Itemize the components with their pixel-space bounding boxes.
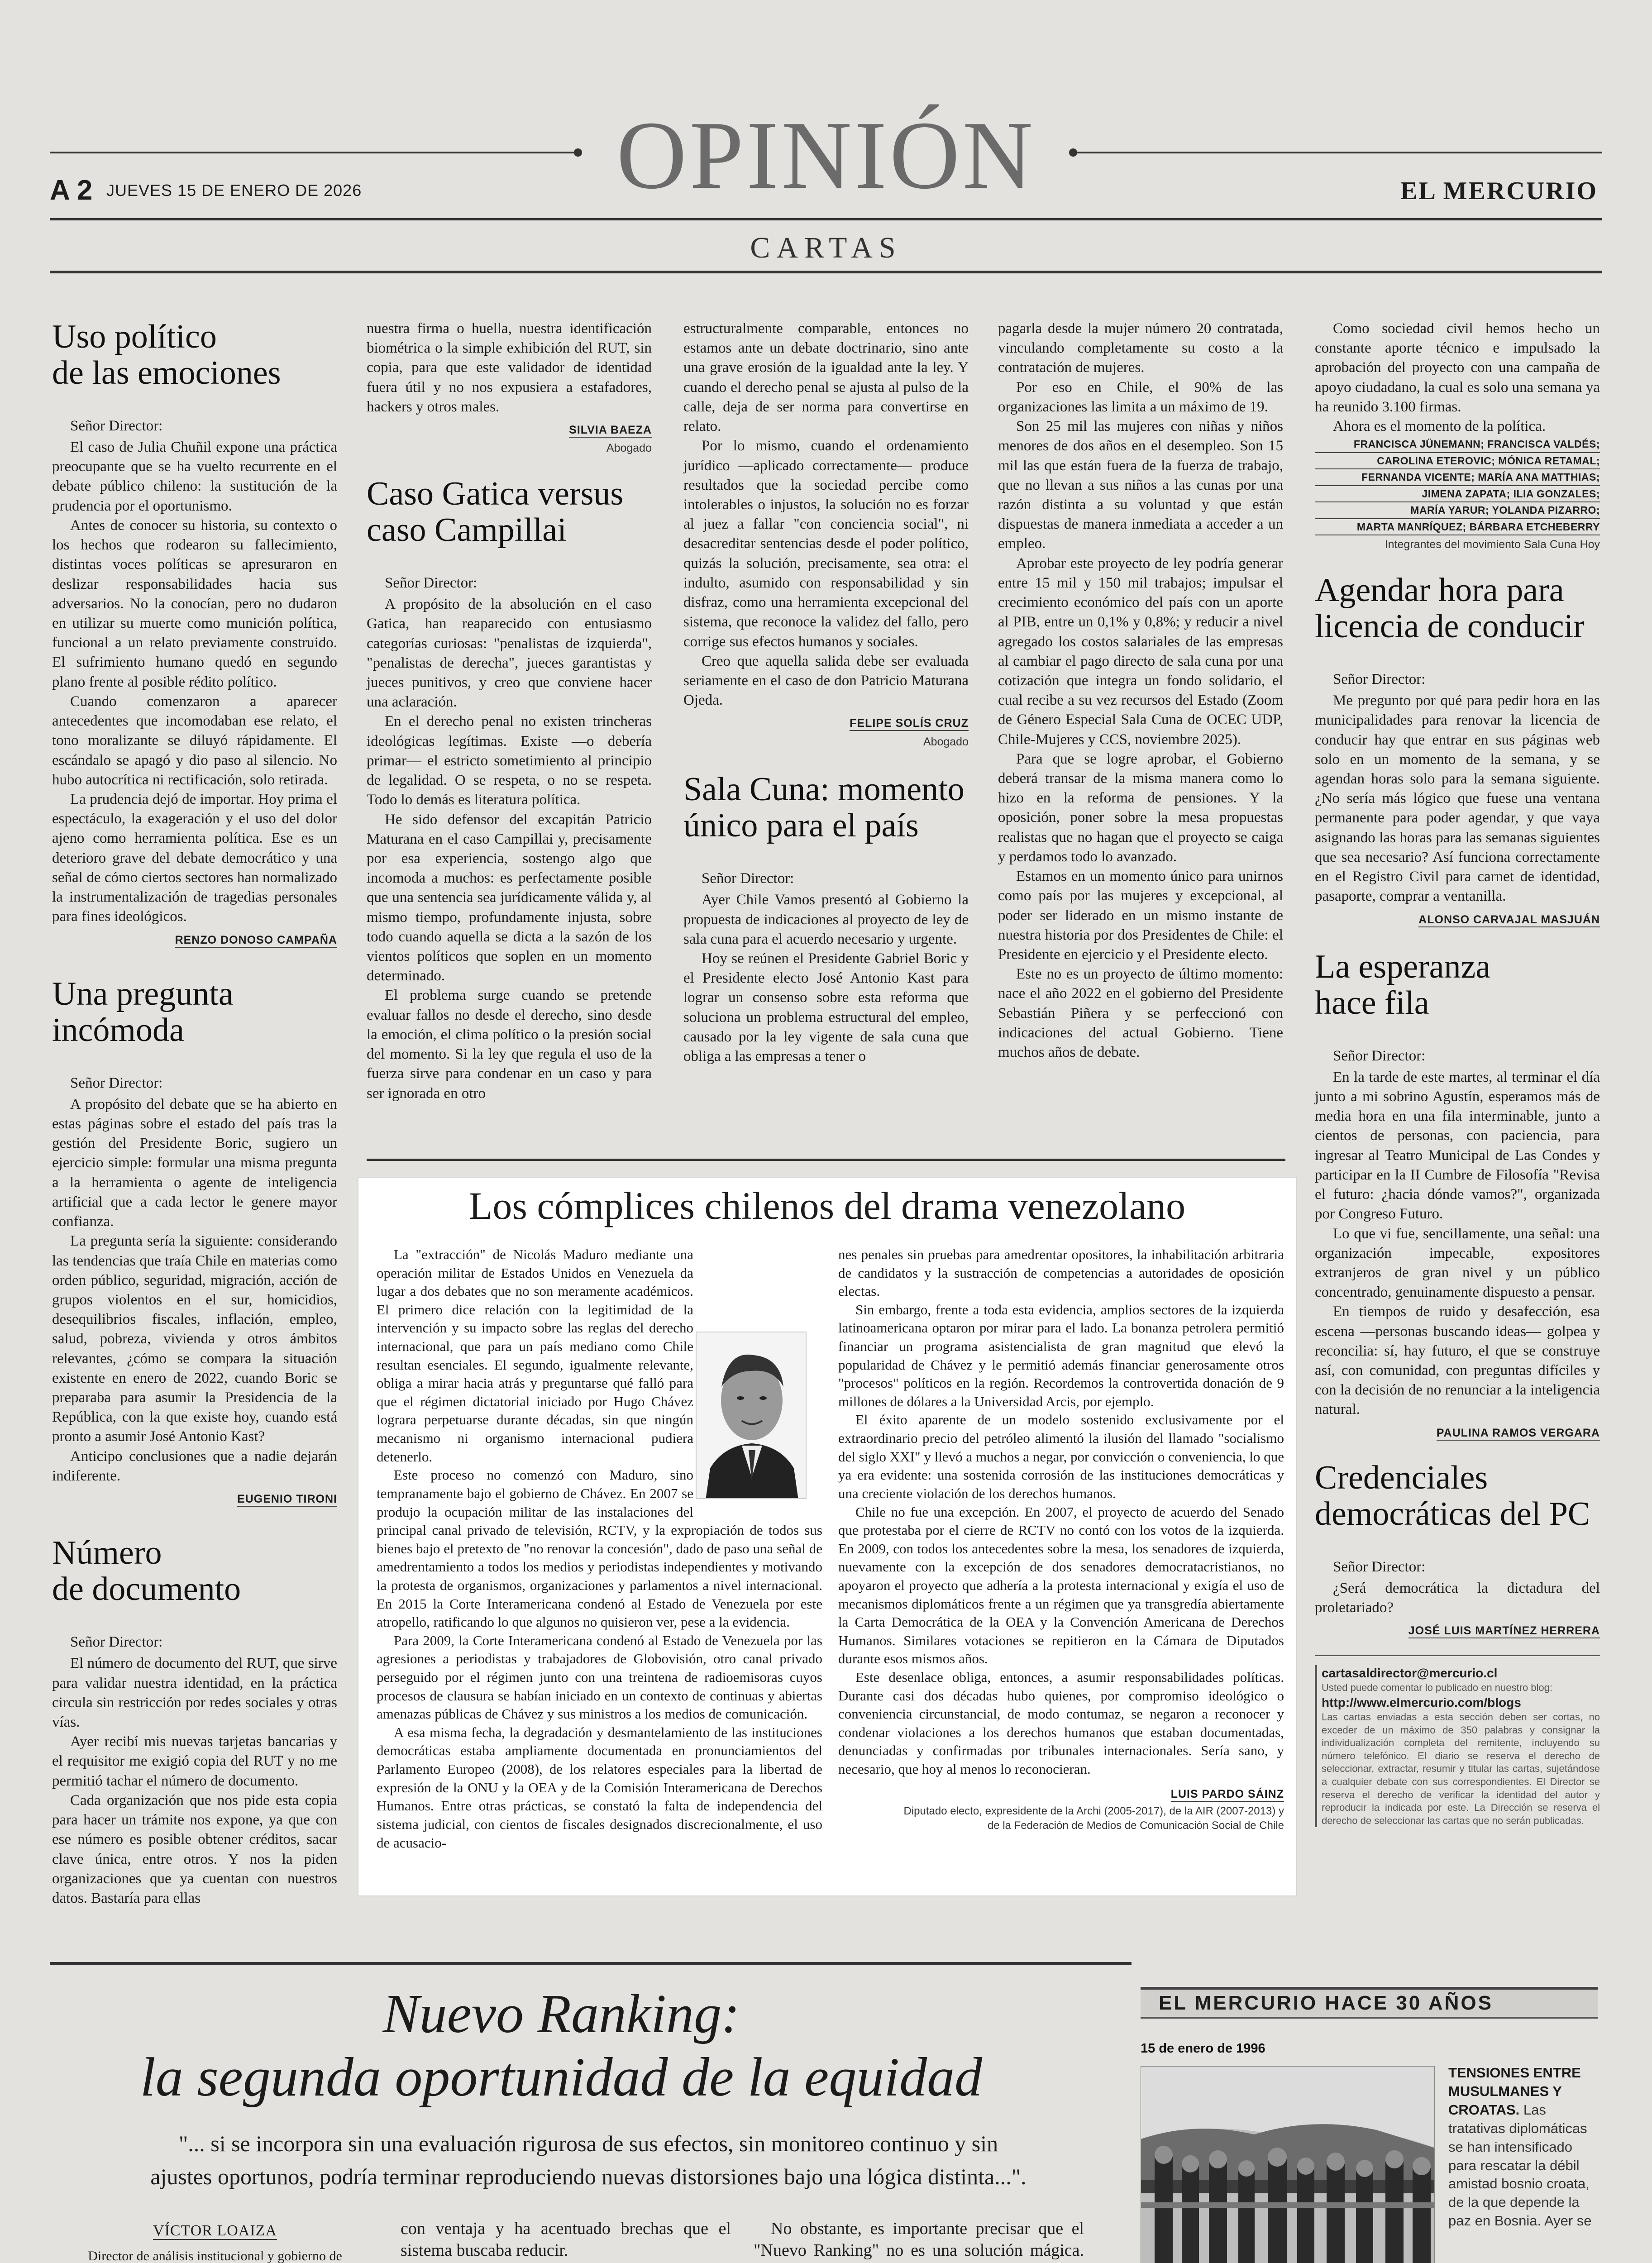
letter-paragraph: La pregunta sería la siguiente: considerando las tendencias que traía Chile en materias como orden público, seguridad, migración, acción de grupos violentos en el sur, homicidios, desequilibrios fiscales, inflación, empleo, salud, pobreza, vivienda y otros ámbitos relevantes, ¿cómo se compara la situación existente en enero de 2022, cuando Boric se preparaba para asumir la Presidencia de la República, con la que existe hoy, cuando está pronto a asumir José Antonio Kast? bbox=[52, 1233, 337, 1445]
letter-signature: RENZO DONOSO CAMPAÑA bbox=[175, 934, 337, 948]
letter-paragraph: Hoy se reúnen el Presidente Gabriel Boric y el Presidente electo José Antonio Kast para lograr un consenso sobre esta reforma que soluciona un problema estructural del empleo, causado por la ley vigente de sala cuna que obliga a las empresas a tener o bbox=[683, 950, 969, 1065]
letters-column-4 bbox=[998, 319, 1283, 1062]
letter-paragraph: ¿Será democrática la dictadura del proletariado? bbox=[1315, 1580, 1600, 1616]
blog-link[interactable]: http://www.elmercurio.com/blogs bbox=[1322, 1695, 1521, 1709]
letter-paragraph: Como sociedad civil hemos hecho un constante aporte técnico e impulsado la aprobación del proyecto con una campaña de apoyo ciudadano, la cual es solo una semana ya ha reunido 3.100 firmas. bbox=[1315, 320, 1600, 415]
archive-30-date: 15 de enero de 1996 bbox=[1141, 2041, 1265, 2056]
letter-greeting: Señor Director: bbox=[385, 574, 477, 591]
letter-paragraph: En tiempos de ruido y desafección, esa escena —personas buscando ideas— golpea y reconcilia: sí, hay futuro, el que se construye así, con comunidad, con preguntas difíciles y con la decisión de no renunciar a la inteligencia natural. bbox=[1315, 1303, 1600, 1418]
feature-paragraph: El éxito aparente de un modelo sostenido exclusivamente por el extraordinario precio del petróleo alimentó la ilusión del llamado "socialismo del siglo XXI" y llevó a muchos a negar, por convicción o conveniencia, lo que ya era evidente: una sostenida corrosión de las instituciones democráticas y una creciente violación de los derechos humanos. bbox=[838, 1412, 1284, 1501]
newspaper-name: EL MERCURIO bbox=[1400, 177, 1598, 205]
section-title: OPINIÓN bbox=[616, 101, 1036, 209]
letter-paragraph: Para que se logre aprobar, el Gobierno deberá transar de la misma manera como lo hizo en la reforma de pensiones. Y la oposición, poner sobre la mesa propuestas realistas que no hagan que el proyecto se caiga y perdamos todo lo avanzado. bbox=[998, 750, 1283, 865]
feature-paragraph: Para 2009, la Corte Interamericana condenó al Estado de Venezuela por las agresiones a periodistas y trabajadores de Globovisión, otro canal privado perseguido por el régimen junto con una treintena de radioemisoras cuyos procesos de clausura se habían iniciado en un contexto de continuas y abiertas amenazas públicas de Chávez y sus ministros a los medios de comunicación. bbox=[377, 1632, 822, 1722]
ranking-pull-quote: "... si se incorpora sin una evaluación rigurosa de sus efectos, sin monitoreo continuo y sin ajustes oportunos, podría terminar reproduciendo nuevas distorsiones bajo una lógica distinta...". bbox=[150, 2131, 1027, 2189]
letters-email-link[interactable]: cartasaldirector@mercurio.cl bbox=[1322, 1666, 1498, 1680]
letter-signature: ALONSO CARVAJAL MASJUÁN bbox=[1418, 913, 1600, 927]
header-rule-full bbox=[50, 218, 1602, 220]
letter-title-numero: Número de documento bbox=[52, 1534, 241, 1608]
ranking-author-role: Director de análisis institucional y gobierno de bbox=[88, 2249, 342, 2263]
letter-paragraph: La prudencia dejó de importar. Hoy prima el espectáculo, la exageración y el uso del dolor ajeno como herramienta política. Ese es un deterioro grave del debate democrático y una señal de cómo ciertos sectores han normalizado la instrumentalización de tragedias personales para fines ideológicos. bbox=[52, 791, 337, 925]
feature-title: Los cómplices chilenos del drama venezolano bbox=[468, 1184, 1186, 1227]
archive-30-header: EL MERCURIO HACE 30 AÑOS bbox=[1141, 1987, 1598, 2019]
letter-title-agendar: Agendar hora para licencia de conducir bbox=[1315, 572, 1585, 645]
ranking-paragraph bbox=[401, 2262, 731, 2263]
archive-item-title: TENSIONES ENTRE MUSULMANES Y CROATAS. bbox=[1448, 2065, 1581, 2118]
letter-paragraph: Son 25 mil las mujeres con niñas y niños menores de dos años en el desempleo. Son 15 mil las que están fuera de la fuerza de trabajo, que no llevan a sus niños a las cunas por una razón distinta a su voluntad y que están dispuestas de manera inmediata a acceder a un empleo. bbox=[998, 418, 1283, 552]
letter-greeting: Señor Director: bbox=[70, 417, 163, 434]
letter-signature: CAROLINA ETEROVIC; MÓNICA RETAMAL; bbox=[1315, 453, 1600, 470]
letters-policy-note: Las cartas enviadas a esta sección deben ser cortas, no exceder de un máximo de 350 palabras y consignar la individualización completa del remitente, incluyendo su número telefónico. El diario se reserva el derecho de seleccionar, extractar, resumir y titular las cartas, sujetándose a cualquier debate con sus correspondientes. El Director se reserva el derecho de verificar la identidad del autor y reproducir la indicada por este. La Dirección se reserva el derecho de seleccionar las cartas que no serán publicadas. bbox=[1322, 1711, 1600, 1826]
letter-paragraph: Por eso en Chile, el 90% de las organizaciones las limita a un máximo de 19. bbox=[998, 379, 1283, 415]
letter-paragraph: El caso de Julia Chuñil expone una práctica preocupante que se ha vuelto recurrente en el debate público chileno: la sustitución de la prudencia por el oportunismo. bbox=[52, 439, 337, 514]
letter-signature: FERNANDA VICENTE; MARÍA ANA MATTHIAS; bbox=[1315, 469, 1600, 486]
letters-column-3 bbox=[683, 319, 969, 1066]
letter-paragraph: estructuralmente comparable, entonces no estamos ante un debate doctrinario, sino ante una grave erosión de la igualdad ante la ley. Y cuando el derecho penal se ajusta al pulso de la calle, deja de ser norma para convertirse en relato. bbox=[683, 320, 969, 435]
letter-signature: MARÍA YARUR; YOLANDA PIZARRO; bbox=[1315, 502, 1600, 519]
author-portrait bbox=[696, 1332, 807, 1499]
feature-paragraph: Este desenlace obliga, entonces, a asumir responsabilidades políticas. Durante casi dos décadas hubo quienes, por compromiso ideológico o conveniencia circunstancial, de modo contumaz, se negaron a reconocer y condenar violaciones a los derechos humanos que estaban documentadas, denunciadas y confirmadas por tribunales internacionales. Sería sano, y necesario, que hoy al menos lo reconocieran. bbox=[838, 1669, 1284, 1777]
blog-intro: Usted puede comentar lo publicado en nuestro blog: bbox=[1322, 1681, 1553, 1693]
feature-author-bio: Diputado electo, expresidente de la Archi (2005-2017), de la AIR (2007-2013) y de la Federación de Medios de Comunicación Social de Chile bbox=[903, 1805, 1284, 1832]
letter-greeting: Señor Director: bbox=[70, 1634, 163, 1651]
header-rule-left bbox=[50, 152, 579, 153]
letter-paragraph: Anticipo conclusiones que a nadie dejarán indiferente. bbox=[52, 1448, 337, 1484]
letter-signature: JIMENA ZAPATA; ILIA GONZALES; bbox=[1315, 486, 1600, 503]
letters-column-5 bbox=[1315, 319, 1600, 1827]
feature-paragraph: A esa misma fecha, la degradación y desmantelamiento de las instituciones democráticas estaba ampliamente documentada en pronunciamientos del Parlamento Europeo (2008), de los relatores especiales para la libertad de expresión de la ONU y la OEA y de la Comisión Interamericana de Derechos Humanos. Entre otras prácticas, se constató la falta de independencia del sistema judicial, con cientos de fiscales designados discrecionalmente, el uso de acusacio- bbox=[377, 1724, 822, 1851]
section-divider bbox=[50, 1962, 1132, 1965]
subsection-title: CARTAS bbox=[750, 231, 902, 264]
feature-author: LUIS PARDO SÁINZ bbox=[1171, 1788, 1284, 1802]
letter-paragraph: El número de documento del RUT, que sirve para validar nuestra identidad, en la práctica circula sin restricción por redes sociales y otras vías. bbox=[52, 1655, 337, 1731]
ranking-title: Nuevo Ranking: la segunda oportunidad de la equidad bbox=[140, 1983, 983, 2108]
letter-paragraph: Cada organización que nos pide esta copia para hacer un trámite nos expone, ya que con ese número es posible obtener créditos, sacar clave única, entre otros. Y nos la piden organizaciones que ya cuentan con nuestros datos. Bastaría para ellas bbox=[52, 1792, 337, 1906]
ranking-paragraph: No obstante, es importante precisar que el "Nuevo Ranking" no es una solución mágica. bbox=[754, 2219, 1084, 2260]
letter-role: Integrantes del movimiento Sala Cuna Hoy bbox=[1385, 538, 1600, 551]
feature-paragraph: La "extracción" de Nicolás Maduro mediante una operación militar de Estados Unidos en Venezuela da lugar a dos debates que no son meramente académicos. El primero dice relación con la legitimidad de la intervención y su impacto sobre las reglas del derecho internacional, que para un país mediano como Chile resultan esenciales. El segundo, igualmente relevante, obliga a mirar hacia atrás y preguntarse qué falló para que el régimen dictatorial iniciado por Hugo Chávez lograra perpetuarse durante décadas, sin que ningún mecanismo ni organismo internacional pudiera detenerlo. bbox=[377, 1246, 693, 1465]
ranking-column-3 bbox=[754, 2218, 1084, 2263]
letter-paragraph: Ayer Chile Vamos presentó al Gobierno la propuesta de indicaciones al proyecto de ley de sala cuna para el acuerdo necesario y urgente. bbox=[683, 892, 969, 947]
letters-column-2 bbox=[367, 319, 652, 1103]
letter-signature: JOSÉ LUIS MARTÍNEZ HERRERA bbox=[1408, 1624, 1600, 1638]
letter-paragraph: Este no es un proyecto de último momento: nace el año 2022 en el gobierno del Presidente Sebastián Piñera y se perfeccionó con indicaciones del actual Gobierno. Tiene muchos años de debate. bbox=[998, 966, 1283, 1061]
letter-title-uso-politico: Uso político de las emociones bbox=[52, 318, 281, 391]
letter-signature: MARTA MANRÍQUEZ; BÁRBARA ETCHEBERRY bbox=[1315, 519, 1600, 536]
letter-paragraph: nuestra firma o huella, nuestra identificación biométrica o la simple exhibición del RUT, sin copia, para que este validador de identidad fuera útil y no nos expusiera a estafadores, hackers y otros males. bbox=[367, 320, 652, 415]
letter-greeting: Señor Director: bbox=[1333, 1047, 1426, 1064]
section-divider bbox=[367, 1159, 1285, 1161]
archive-item-tensiones bbox=[1448, 2064, 1598, 2230]
letter-paragraph: El problema surge cuando se pretende evaluar fallos no desde el derecho, sino desde la emoción, el clima político o la presión social del momento. Si la ley que regula el uso de la fuerza sirve para condenar en un caso y para ser ignorada en otro bbox=[367, 987, 652, 1102]
feature-paragraph: Sin embargo, frente a toda esta evidencia, amplios sectores de la izquierda latinoamericana optaron por mirar para el lado. La bonanza petrolera permitió financiar un programa asistencialista de gran magnitud que elevó la popularidad de Chávez y le permitió además financiar generosamente otros "procesos" políticos en la región. Recordemos la controvertida donación de 9 millones de dólares a la Universidad Arcis, por ejemplo. bbox=[838, 1301, 1284, 1409]
issue-date: JUEVES 15 DE ENERO DE 2026 bbox=[106, 181, 362, 200]
letter-greeting: Señor Director: bbox=[70, 1074, 163, 1091]
letter-paragraph: He sido defensor del excapitán Patricio Maturana en el caso Campillai y, precisamente por esa experiencia, sostengo algo que incomoda a muchos: es perfectamente posible que una sentencia sea jurídicamente válida y, al mismo tiempo, profundamente injusta, sobre todo cuando aquella se dicta a la sazón de los vientos políticos que soplen en un momento determinado. bbox=[367, 811, 652, 984]
letter-paragraph: Creo que aquella salida debe ser evaluada seriamente en el caso de don Patricio Maturana Ojeda. bbox=[683, 653, 969, 709]
feature-paragraph: Este proceso no comenzó con Maduro, sino tempranamente bajo el gobierno de Chávez. En 2007 se produjo la ocupación militar de las instalaciones del principal canal privado de televisión, RCTV, y la expropiación de todos sus bienes bajo el pretexto de "no renovar la concesión", dado de paso una señal de amedrentamiento a todos los medios y periodistas independientes y motivando la protesta de organismos, organizaciones y parlamentos a nivel internacional. En 2015 la Corte Interamericana condenó al Estado de Venezuela por este atropello, ratificando lo que algunos no quisieron ver, pese a la evidencia. bbox=[377, 1467, 822, 1630]
feature-paragraph: nes penales sin pruebas para amedrentar opositores, la inhabilitación arbitraria de candidatos y la sustracción de competencias a autoridades de oposición electas. bbox=[838, 1246, 1284, 1299]
letter-paragraph: Por lo mismo, cuando el ordenamiento jurídico —aplicado correctamente— produce resultados que la sociedad percibe como intolerables o injustos, la solución no es forzar al juez a fallar "con conciencia social", ni desacreditar sentencias desde el poder político, quizás la solución, precisamente, sea otra: el indulto, asumido con responsabilidad y sin disfraz, como una herramienta excepcional del sistema, que reconoce la validez del fallo, pero corrige sus efectos humanos y sociales. bbox=[683, 438, 969, 650]
letter-paragraph: pagarla desde la mujer número 20 contratada, vinculando completamente su costo a la contratación de mujeres. bbox=[998, 320, 1283, 376]
letter-greeting: Señor Director: bbox=[1333, 671, 1426, 687]
letter-greeting: Señor Director: bbox=[702, 870, 794, 887]
letter-paragraph: A propósito del debate que se ha abierto en estas páginas sobre el estado del país tras la gestión del Presidente Boric, sugiero un ejercicio simple: formular una misma pregunta a la herramienta o agente de inteligencia artificial que a cada lector le genere mayor confianza. bbox=[52, 1096, 337, 1230]
feature-column-right bbox=[838, 1246, 1284, 1833]
letter-title-sala-cuna: Sala Cuna: momento único para el país bbox=[683, 771, 964, 845]
letter-paragraph: En el derecho penal no existen trincheras ideológicas legítimas. Existe —o debería primar— el estricto sometimiento al principio de legalidad. O se respeta, o no se respeta. Todo lo demás es literatura política. bbox=[367, 713, 652, 808]
letter-greeting: Señor Director: bbox=[1333, 1558, 1426, 1575]
letter-signature: PAULINA RAMOS VERGARA bbox=[1437, 1427, 1600, 1441]
letter-signature: EUGENIO TIRONI bbox=[237, 1493, 337, 1507]
letter-paragraph: Ayer recibí mis nuevas tarjetas bancarias y el requisitor me exigió copia del RUT y no me permitió tachar el número de documento. bbox=[52, 1733, 337, 1789]
letters-column-1 bbox=[52, 319, 337, 1908]
subsection-rule bbox=[50, 271, 1602, 273]
header-rule-right bbox=[1073, 152, 1602, 153]
letter-paragraph: Lo que vi fue, sencillamente, una señal: una organización impecable, expositores extranjeros de gran nivel y un público concentrado, genuinamente dispuesto a pensar. bbox=[1315, 1225, 1600, 1301]
archive-item-body: Las tratativas diplomáticas se han intensificado para rescatar la débil amistad bosnio croata, de la que depende la paz en Bosnia. Ayer se bbox=[1448, 2101, 1592, 2229]
feature-paragraph: Chile no fue una excepción. En 2007, el proyecto de acuerdo del Senado que protestaba por el cierre de RCTV no contó con los votos de la izquierda. En 2009, con todos los antecedentes sobre la mesa, los senadores de izquierda, nuevamente con la excepción de dos senadores democratacristianos, no apoyaron el proyecto que adhería a la protesta internacional y exigía el uso de mecanismos diplomáticos frente a un régimen que ya transgredía abiertamente la Carta Democrática de la OEA y la Convención Americana de Derechos Humanos. Similares votaciones se repitieron en la Cámara de Diputados durante esos mismos años. bbox=[838, 1504, 1284, 1667]
letter-title-credenciales: Credenciales democráticas del PC bbox=[1315, 1459, 1590, 1533]
feature-article bbox=[358, 1177, 1297, 1896]
letter-paragraph: A propósito de la absolución en el caso Gatica, han reaparecido con entusiasmo categorías curiosas: "penalistas de izquierda", "penalistas de derecha", jueces garantistas y jueces punitivos, y creo que conviene hacer una aclaración. bbox=[367, 596, 652, 711]
letter-paragraph: Aprobar este proyecto de ley podría generar entre 15 mil y 150 mil trabajos; impulsar el crecimiento económico del país con un aporte al PIB, entre un 0,1% y 0,8%; y reducir a nivel agregado los costos salariales de las empresas al cambiar el pago directo de sala cuna por una cotización que integra un fondo solidario, el cual recibe a su vez recursos del Estado (Zoom de Género Especial Sala Cuna de OCEC UDP, Chile-Mujeres y CCS, noviembre 2025). bbox=[998, 555, 1283, 748]
letter-paragraph: Antes de conocer su historia, su contexto o los hechos que rodearon su fallecimiento, distintas voces políticas se apresuraron en deslizar responsabilidades hacia sus adversarios. No la conocían, pero no dudaron en utilizar su muerte como munición política, funcional a un relato previamente construido. El sufrimiento humano quedó en segundo plano frente al posible rédito político. bbox=[52, 517, 337, 690]
letter-paragraph: Cuando comenzaron a aparecer antecedentes que incomodaban ese relato, el tono moralizante se diluyó rápidamente. El escándalo se apagó y dio paso al silencio. No hubo autocrítica ni rectificación, solo retirada. bbox=[52, 693, 337, 788]
letter-paragraph: Estamos en un momento único para unirnos como país por las mujeres y excepcional, al poder ser liderado en un mismo instante de nuestra historia por dos Presidentes de Chile: el Presidente en ejercicio y el Presidente electo. bbox=[998, 868, 1283, 963]
letter-signature: FRANCISCA JÜNEMANN; FRANCISCA VALDÉS; bbox=[1315, 436, 1600, 453]
letter-paragraph: Me pregunto por qué para pedir hora en las municipalidades para renovar la licencia de conducir hay que entrar en sus páginas web solo en un momento de la semana, y se agendan horas solo para la semana siguiente. ¿No sería más lógico que fuese una ventana permanente para poder agendar, y que vaya asignando las horas para las semanas siguientes que sea necesario? Así funciona correctamente en el Registro Civil para carnet de identidad, pasaporte, comprar a ventanilla. bbox=[1315, 692, 1600, 905]
letter-role: Abogado bbox=[923, 735, 969, 748]
letter-signature: FELIPE SOLÍS CRUZ bbox=[850, 717, 969, 731]
letter-signature: SILVIA BAEZA bbox=[569, 424, 652, 438]
ranking-paragraph: con ventaja y ha acentuado brechas que el sistema buscaba reducir. bbox=[401, 2219, 731, 2260]
ranking-author: VÍCTOR LOAIZA bbox=[153, 2222, 277, 2239]
page-number: A 2 bbox=[50, 175, 93, 206]
ranking-column-2 bbox=[401, 2218, 731, 2263]
letter-title-gatica: Caso Gatica versus caso Campillai bbox=[367, 475, 624, 549]
letter-paragraph: Ahora es el momento de la política. bbox=[1333, 418, 1546, 435]
archive-photo bbox=[1141, 2066, 1435, 2263]
letter-role: Abogado bbox=[606, 442, 652, 455]
letter-title-pregunta: Una pregunta incómoda bbox=[52, 975, 234, 1049]
letter-title-esperanza: La esperanza hace fila bbox=[1315, 948, 1491, 1022]
letter-paragraph: En la tarde de este martes, al terminar el día junto a mi sobrino Agustín, esperamos más de media hora en una fila interminable, junto a cientos de personas, con paciencia, para ingresar al Teatro Municipal de Las Condes y participar en la II Cumbre de Filosofía "Revisa el futuro: ¿hacia dónde vamos?", organizada por Congreso Futuro. bbox=[1315, 1069, 1600, 1222]
